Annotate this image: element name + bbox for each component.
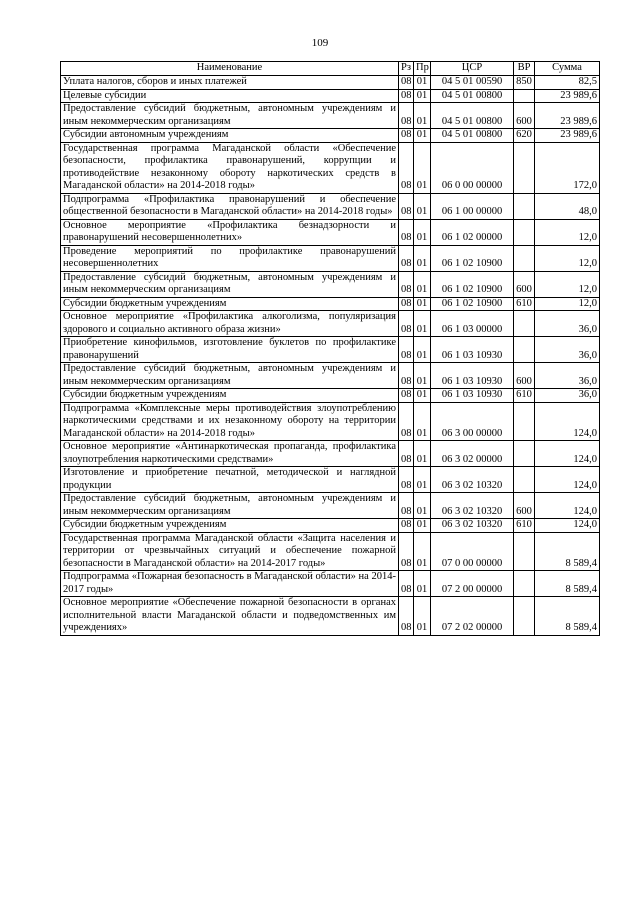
cell-rz: 08 — [399, 402, 414, 441]
cell-csr: 06 3 02 10320 — [431, 493, 514, 519]
cell-vr — [514, 597, 535, 636]
cell-vr — [514, 402, 535, 441]
cell-sum: 36,0 — [535, 363, 600, 389]
cell-rz: 08 — [399, 597, 414, 636]
cell-name: Подпрограмма «Комплексные меры противодействия злоупотреблению наркотическими средствами и их незаконному обороту на территории Магаданской области» на 2014-2018 годы» — [61, 402, 399, 441]
table-row — [61, 493, 600, 519]
table-row — [61, 519, 600, 533]
cell-vr: 600 — [514, 271, 535, 297]
cell-rz: 08 — [399, 219, 414, 245]
cell-csr: 06 3 02 10320 — [431, 467, 514, 493]
cell-csr: 04 5 01 00800 — [431, 103, 514, 129]
cell-sum: 23 989,6 — [535, 103, 600, 129]
cell-csr: 06 3 02 00000 — [431, 441, 514, 467]
cell-rz: 08 — [399, 493, 414, 519]
cell-csr: 06 1 02 10900 — [431, 271, 514, 297]
cell-vr: 610 — [514, 389, 535, 403]
cell-name: Изготовление и приобретение печатной, методической и наглядной продукции — [61, 467, 399, 493]
cell-rz: 08 — [399, 129, 414, 143]
cell-pr: 01 — [414, 311, 431, 337]
cell-csr: 07 0 00 00000 — [431, 532, 514, 571]
cell-rz: 08 — [399, 389, 414, 403]
cell-csr: 06 1 00 00000 — [431, 193, 514, 219]
cell-name: Предоставление субсидий бюджетным, автономным учреждениям и иным некоммерческим организациям — [61, 363, 399, 389]
header-csr: ЦСР — [431, 62, 514, 76]
cell-vr — [514, 311, 535, 337]
table-row — [61, 129, 600, 143]
table-row — [61, 337, 600, 363]
cell-csr: 06 1 02 10900 — [431, 297, 514, 311]
cell-name: Субсидии бюджетным учреждениям — [61, 389, 399, 403]
cell-name: Основное мероприятие «Антинаркотическая пропаганда, профилактика злоупотребления наркотическими средствами» — [61, 441, 399, 467]
cell-sum: 124,0 — [535, 467, 600, 493]
cell-csr: 06 1 02 10900 — [431, 245, 514, 271]
cell-name: Приобретение кинофильмов, изготовление буклетов по профилактике правонарушений — [61, 337, 399, 363]
cell-rz: 08 — [399, 337, 414, 363]
cell-vr — [514, 441, 535, 467]
header-pr: Пр — [414, 62, 431, 76]
table-row — [61, 103, 600, 129]
table-row — [61, 142, 600, 193]
cell-name: Подпрограмма «Пожарная безопасность в Магаданской области» на 2014-2017 годы» — [61, 571, 399, 597]
budget-table — [60, 61, 600, 636]
cell-sum: 8 589,4 — [535, 571, 600, 597]
cell-rz: 08 — [399, 193, 414, 219]
cell-sum: 172,0 — [535, 142, 600, 193]
cell-sum: 23 989,6 — [535, 89, 600, 103]
cell-pr: 01 — [414, 363, 431, 389]
cell-sum: 12,0 — [535, 271, 600, 297]
cell-pr: 01 — [414, 245, 431, 271]
cell-rz: 08 — [399, 519, 414, 533]
cell-rz: 08 — [399, 245, 414, 271]
table-row — [61, 271, 600, 297]
cell-name: Предоставление субсидий бюджетным, автономным учреждениям и иным некоммерческим организациям — [61, 493, 399, 519]
cell-rz: 08 — [399, 467, 414, 493]
cell-sum: 82,5 — [535, 76, 600, 90]
cell-vr: 850 — [514, 76, 535, 90]
cell-pr: 01 — [414, 402, 431, 441]
cell-pr: 01 — [414, 271, 431, 297]
cell-sum: 12,0 — [535, 297, 600, 311]
cell-csr: 06 1 03 00000 — [431, 311, 514, 337]
cell-sum: 124,0 — [535, 441, 600, 467]
cell-vr — [514, 467, 535, 493]
cell-pr: 01 — [414, 337, 431, 363]
cell-vr — [514, 219, 535, 245]
cell-rz: 08 — [399, 363, 414, 389]
cell-name: Подпрограмма «Профилактика правонарушений и обеспечение общественной безопасности в Магаданской области» на 2014-2018 годы» — [61, 193, 399, 219]
cell-rz: 08 — [399, 76, 414, 90]
cell-pr: 01 — [414, 389, 431, 403]
table-row — [61, 363, 600, 389]
cell-pr: 01 — [414, 441, 431, 467]
cell-vr — [514, 142, 535, 193]
cell-rz: 08 — [399, 103, 414, 129]
cell-csr: 06 3 02 10320 — [431, 519, 514, 533]
table-row — [61, 76, 600, 90]
cell-sum: 8 589,4 — [535, 532, 600, 571]
page-number: 109 — [311, 37, 329, 49]
cell-csr: 06 0 00 00000 — [431, 142, 514, 193]
cell-vr — [514, 532, 535, 571]
header-rz: Рз — [399, 62, 414, 76]
cell-vr: 620 — [514, 129, 535, 143]
cell-vr: 600 — [514, 103, 535, 129]
cell-name: Уплата налогов, сборов и иных платежей — [61, 76, 399, 90]
cell-pr: 01 — [414, 571, 431, 597]
table-row — [61, 311, 600, 337]
table-row — [61, 297, 600, 311]
cell-csr: 04 5 01 00800 — [431, 129, 514, 143]
cell-name: Государственная программа Магаданской области «Защита населения и территории от чрезвычайных ситуаций и обеспечение пожарной безопасности в Магаданской области» на 2014-2017 годы» — [61, 532, 399, 571]
table-body — [61, 76, 600, 636]
table-row — [61, 245, 600, 271]
cell-vr: 610 — [514, 297, 535, 311]
cell-csr: 04 5 01 00590 — [431, 76, 514, 90]
cell-vr — [514, 571, 535, 597]
cell-sum: 8 589,4 — [535, 597, 600, 636]
cell-name: Предоставление субсидий бюджетным, автономным учреждениям и иным некоммерческим организациям — [61, 103, 399, 129]
cell-pr: 01 — [414, 467, 431, 493]
header-vr: ВР — [514, 62, 535, 76]
cell-rz: 08 — [399, 89, 414, 103]
cell-rz: 08 — [399, 441, 414, 467]
cell-pr: 01 — [414, 519, 431, 533]
header-name: Наименование — [61, 62, 399, 76]
table-row — [61, 571, 600, 597]
cell-pr: 01 — [414, 142, 431, 193]
table-row — [61, 532, 600, 571]
cell-sum: 23 989,6 — [535, 129, 600, 143]
cell-vr: 600 — [514, 493, 535, 519]
cell-pr: 01 — [414, 193, 431, 219]
cell-csr: 06 1 03 10930 — [431, 337, 514, 363]
cell-pr: 01 — [414, 532, 431, 571]
table-header-row — [61, 62, 600, 76]
cell-sum: 48,0 — [535, 193, 600, 219]
table-row — [61, 402, 600, 441]
cell-sum: 36,0 — [535, 311, 600, 337]
cell-vr: 600 — [514, 363, 535, 389]
cell-name: Субсидии бюджетным учреждениям — [61, 297, 399, 311]
cell-name: Основное мероприятие «Профилактика алкоголизма, популяризация здорового и социально активного образа жизни» — [61, 311, 399, 337]
cell-pr: 01 — [414, 103, 431, 129]
header-sum: Сумма — [535, 62, 600, 76]
cell-csr: 07 2 00 00000 — [431, 571, 514, 597]
table-row — [61, 441, 600, 467]
table-row — [61, 219, 600, 245]
cell-sum: 124,0 — [535, 402, 600, 441]
table-row — [61, 89, 600, 103]
cell-sum: 12,0 — [535, 219, 600, 245]
cell-vr: 610 — [514, 519, 535, 533]
cell-pr: 01 — [414, 76, 431, 90]
cell-sum: 36,0 — [535, 389, 600, 403]
cell-name: Субсидии бюджетным учреждениям — [61, 519, 399, 533]
cell-pr: 01 — [414, 89, 431, 103]
cell-pr: 01 — [414, 493, 431, 519]
cell-sum: 12,0 — [535, 245, 600, 271]
cell-csr: 06 1 03 10930 — [431, 363, 514, 389]
cell-vr — [514, 245, 535, 271]
cell-pr: 01 — [414, 597, 431, 636]
cell-rz: 08 — [399, 571, 414, 597]
table-row — [61, 389, 600, 403]
cell-rz: 08 — [399, 271, 414, 297]
cell-csr: 06 1 03 10930 — [431, 389, 514, 403]
cell-rz: 08 — [399, 532, 414, 571]
cell-sum: 124,0 — [535, 519, 600, 533]
cell-csr: 06 1 02 00000 — [431, 219, 514, 245]
cell-pr: 01 — [414, 297, 431, 311]
cell-vr — [514, 193, 535, 219]
cell-name: Субсидии автономным учреждениям — [61, 129, 399, 143]
cell-sum: 36,0 — [535, 337, 600, 363]
cell-pr: 01 — [414, 219, 431, 245]
table-row — [61, 467, 600, 493]
cell-rz: 08 — [399, 311, 414, 337]
cell-rz: 08 — [399, 297, 414, 311]
cell-pr: 01 — [414, 129, 431, 143]
table-row — [61, 597, 600, 636]
cell-name: Основное мероприятие «Профилактика безнадзорности и правонарушений несовершеннолетних» — [61, 219, 399, 245]
cell-rz: 08 — [399, 142, 414, 193]
cell-name: Предоставление субсидий бюджетным, автономным учреждениям и иным некоммерческим организациям — [61, 271, 399, 297]
cell-vr — [514, 337, 535, 363]
cell-sum: 124,0 — [535, 493, 600, 519]
cell-csr: 07 2 02 00000 — [431, 597, 514, 636]
cell-name: Проведение мероприятий по профилактике правонарушений несовершеннолетних — [61, 245, 399, 271]
cell-name: Государственная программа Магаданской области «Обеспечение безопасности, профилактика правонарушений, коррупции и противодействие незаконному обороту наркотических средств в Магаданской области» на 2014-2018 годы» — [61, 142, 399, 193]
table-row — [61, 193, 600, 219]
cell-csr: 04 5 01 00800 — [431, 89, 514, 103]
cell-vr — [514, 89, 535, 103]
cell-csr: 06 3 00 00000 — [431, 402, 514, 441]
cell-name: Основное мероприятие «Обеспечение пожарной безопасности в органах исполнительной власти Магаданской области и подведомственных им учреждениях» — [61, 597, 399, 636]
cell-name: Целевые субсидии — [61, 89, 399, 103]
